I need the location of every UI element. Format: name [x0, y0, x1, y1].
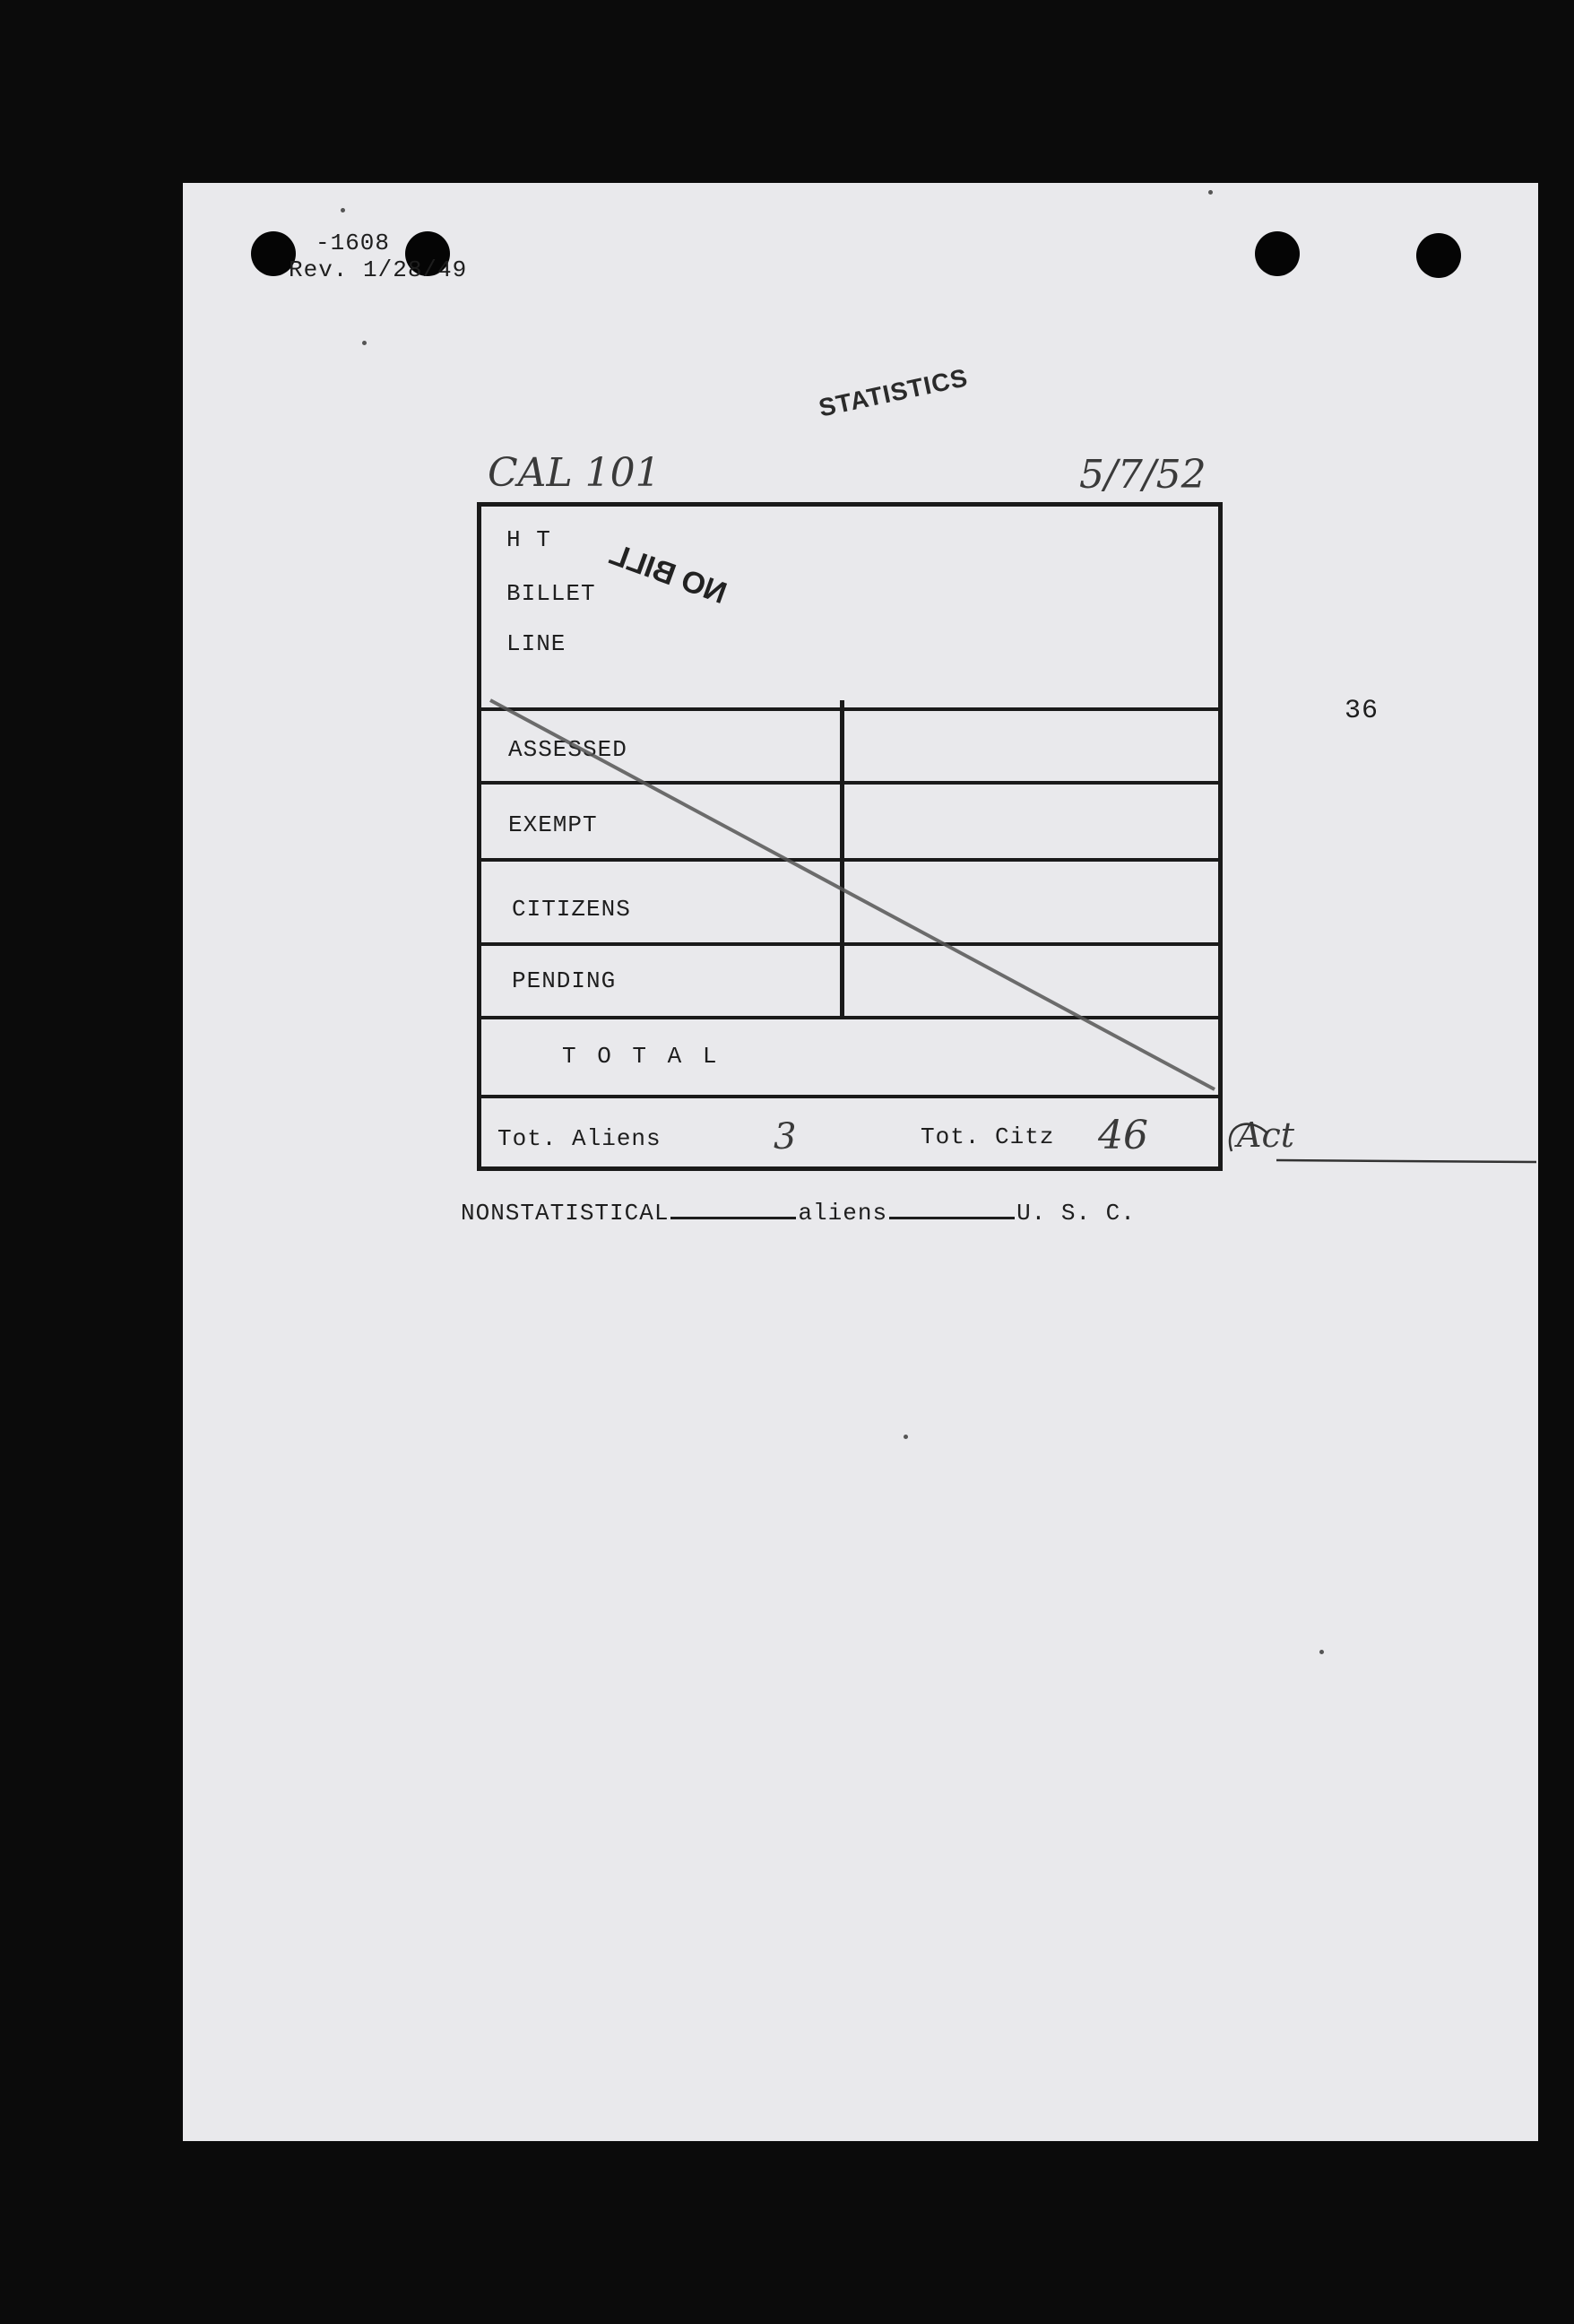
- header-row-line: LINE: [506, 630, 566, 657]
- scan-speck: [341, 208, 345, 212]
- no-bill-stamp: NO BILL: [604, 536, 731, 611]
- nonstatistical-line: [461, 1200, 1136, 1227]
- pencil-slash-mark: [481, 507, 1227, 1175]
- tot-citizens-label: Tot. Citz: [921, 1123, 1055, 1150]
- form-number: -1608: [316, 230, 391, 256]
- row-label-assessed: ASSESSED: [508, 736, 627, 763]
- form-revision: Rev. 1/28/49: [289, 256, 468, 283]
- page-number: 36: [1345, 696, 1379, 726]
- scan-speck: [362, 341, 367, 345]
- scan-speck: [1208, 190, 1213, 195]
- row-label-pending: PENDING: [512, 967, 617, 994]
- tot-aliens-label: Tot. Aliens: [497, 1125, 662, 1152]
- nonstatistical-aliens-label: aliens: [798, 1200, 888, 1227]
- initials-underline: [1214, 1115, 1545, 1178]
- total-label: T O T A L: [562, 1043, 721, 1070]
- punch-hole-right-2: [1416, 233, 1461, 278]
- scan-speck: [1319, 1650, 1324, 1654]
- nonstatistical-blank-2: [889, 1217, 1015, 1219]
- row-label-citizens: CITIZENS: [512, 896, 631, 923]
- handwritten-code: CAL 101: [488, 450, 661, 496]
- statistics-stamp: STATISTICS: [816, 363, 971, 422]
- handwritten-date: 5/7/52: [1079, 452, 1206, 498]
- nonstatistical-label: NONSTATISTICAL: [461, 1200, 670, 1227]
- row-label-exempt: EXEMPT: [508, 811, 598, 838]
- statistics-form-box: [477, 502, 1223, 1171]
- tot-aliens-value: 3: [774, 1116, 797, 1158]
- scan-speck: [904, 1435, 908, 1439]
- form-identifier: [289, 230, 467, 283]
- document-sheet: [183, 183, 1538, 2141]
- nonstatistical-blank-1: [670, 1217, 796, 1219]
- header-row-billet: BILLET: [506, 580, 596, 607]
- header-row-ht: H T: [506, 526, 551, 553]
- nonstatistical-usc-label: U. S. C.: [1016, 1200, 1136, 1227]
- punch-hole-right-1: [1255, 231, 1300, 276]
- handwritten-initials: Act: [1237, 1115, 1294, 1155]
- tot-citizens-value: 46: [1098, 1113, 1148, 1158]
